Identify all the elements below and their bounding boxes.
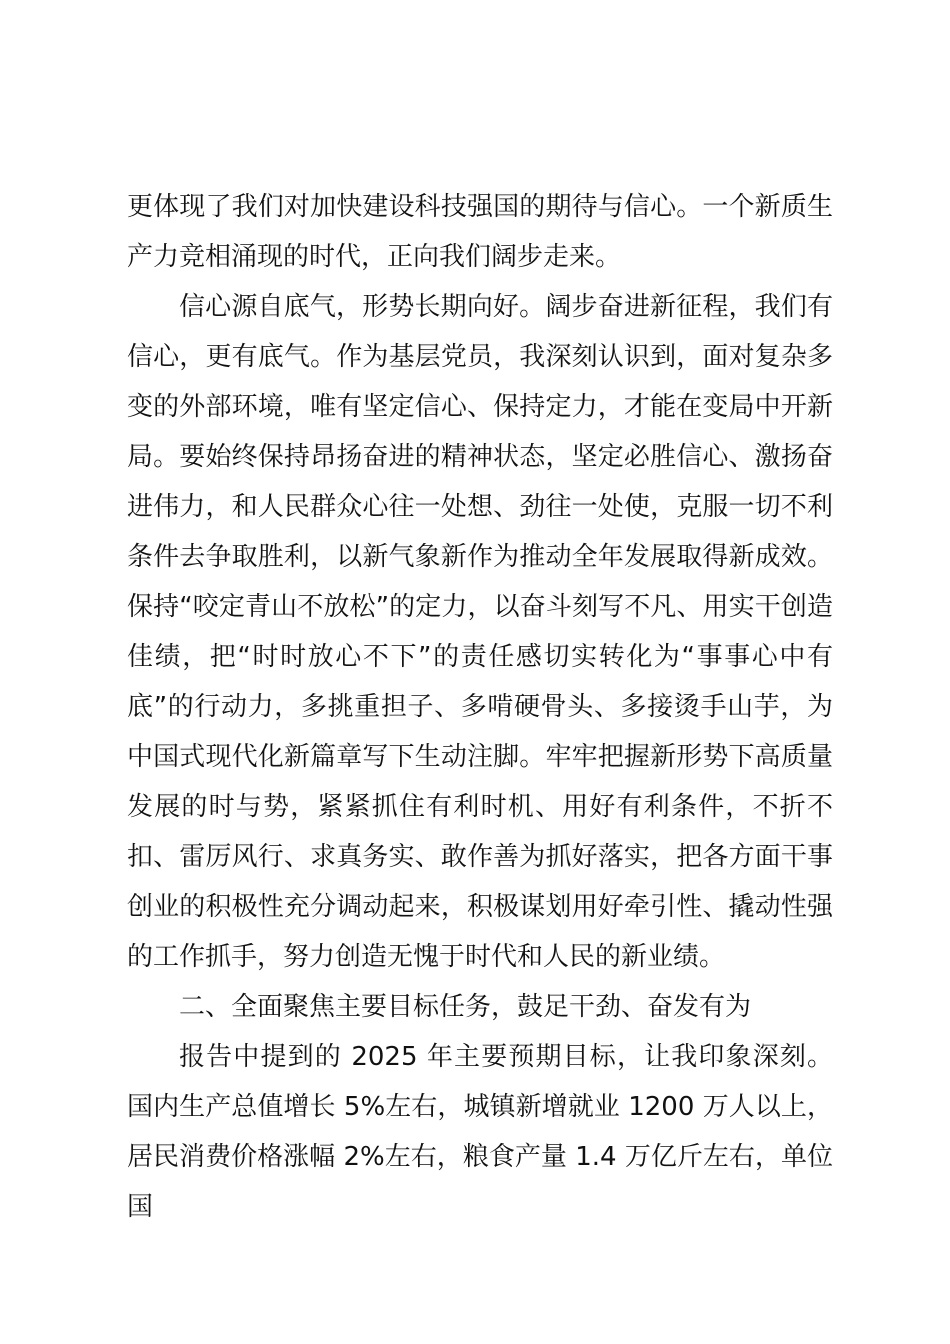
section-heading: 二、全面聚焦主要目标任务，鼓足干劲、奋发有为 [179,992,752,1022]
paragraph-targets: 报告中提到的 2025 年主要预期目标，让我印象深刻。国内生产总值增长 5%左右，城镇新增就业 1200 万人以上，居民消费价格涨幅 2%左右，粮食产量 1.4 万亿斤左右，单位国 [127,1042,833,1222]
paragraph-confidence: 信心源自底气，形势长期向好。阔步奋进新征程，我们有信心，更有底气。作为基层党员，我深刻认识到，面对复杂多变的外部环境，唯有坚定信心、保持定力，才能在变局中开新局。要始终保持昂扬奋进的精神状态，坚定必胜信心、激扬奋进伟力，和人民群众心往一处想、劲往一处使，克服一切不利条件去争取胜利，以新气象新作为推动全年发展取得新成效。保持“咬定青山不放松”的定力，以奋斗刻写不凡、用实干创造佳绩，把“时时放心不下”的责任感切实转化为“事事心中有底”的行动力，多挑重担子、多啃硬骨头、多接烫手山芋，为中国式现代化新篇章写下生动注脚。牢牢把握新形势下高质量发展的时与势，紧紧抓住有利时机、用好有利条件，不折不扣、雷厉风行、求真务实、敢作善为抓好落实，把各方面干事创业的积极性充分调动起来，积极谋划用好牵引性、撬动性强的工作抓手，努力创造无愧于时代和人民的新业绩。 [127,292,833,972]
document-body [127,182,833,1232]
paragraph-continuation: 更体现了我们对加快建设科技强国的期待与信心。一个新质生产力竞相涌现的时代，正向我们阔步走来。 [127,192,833,272]
